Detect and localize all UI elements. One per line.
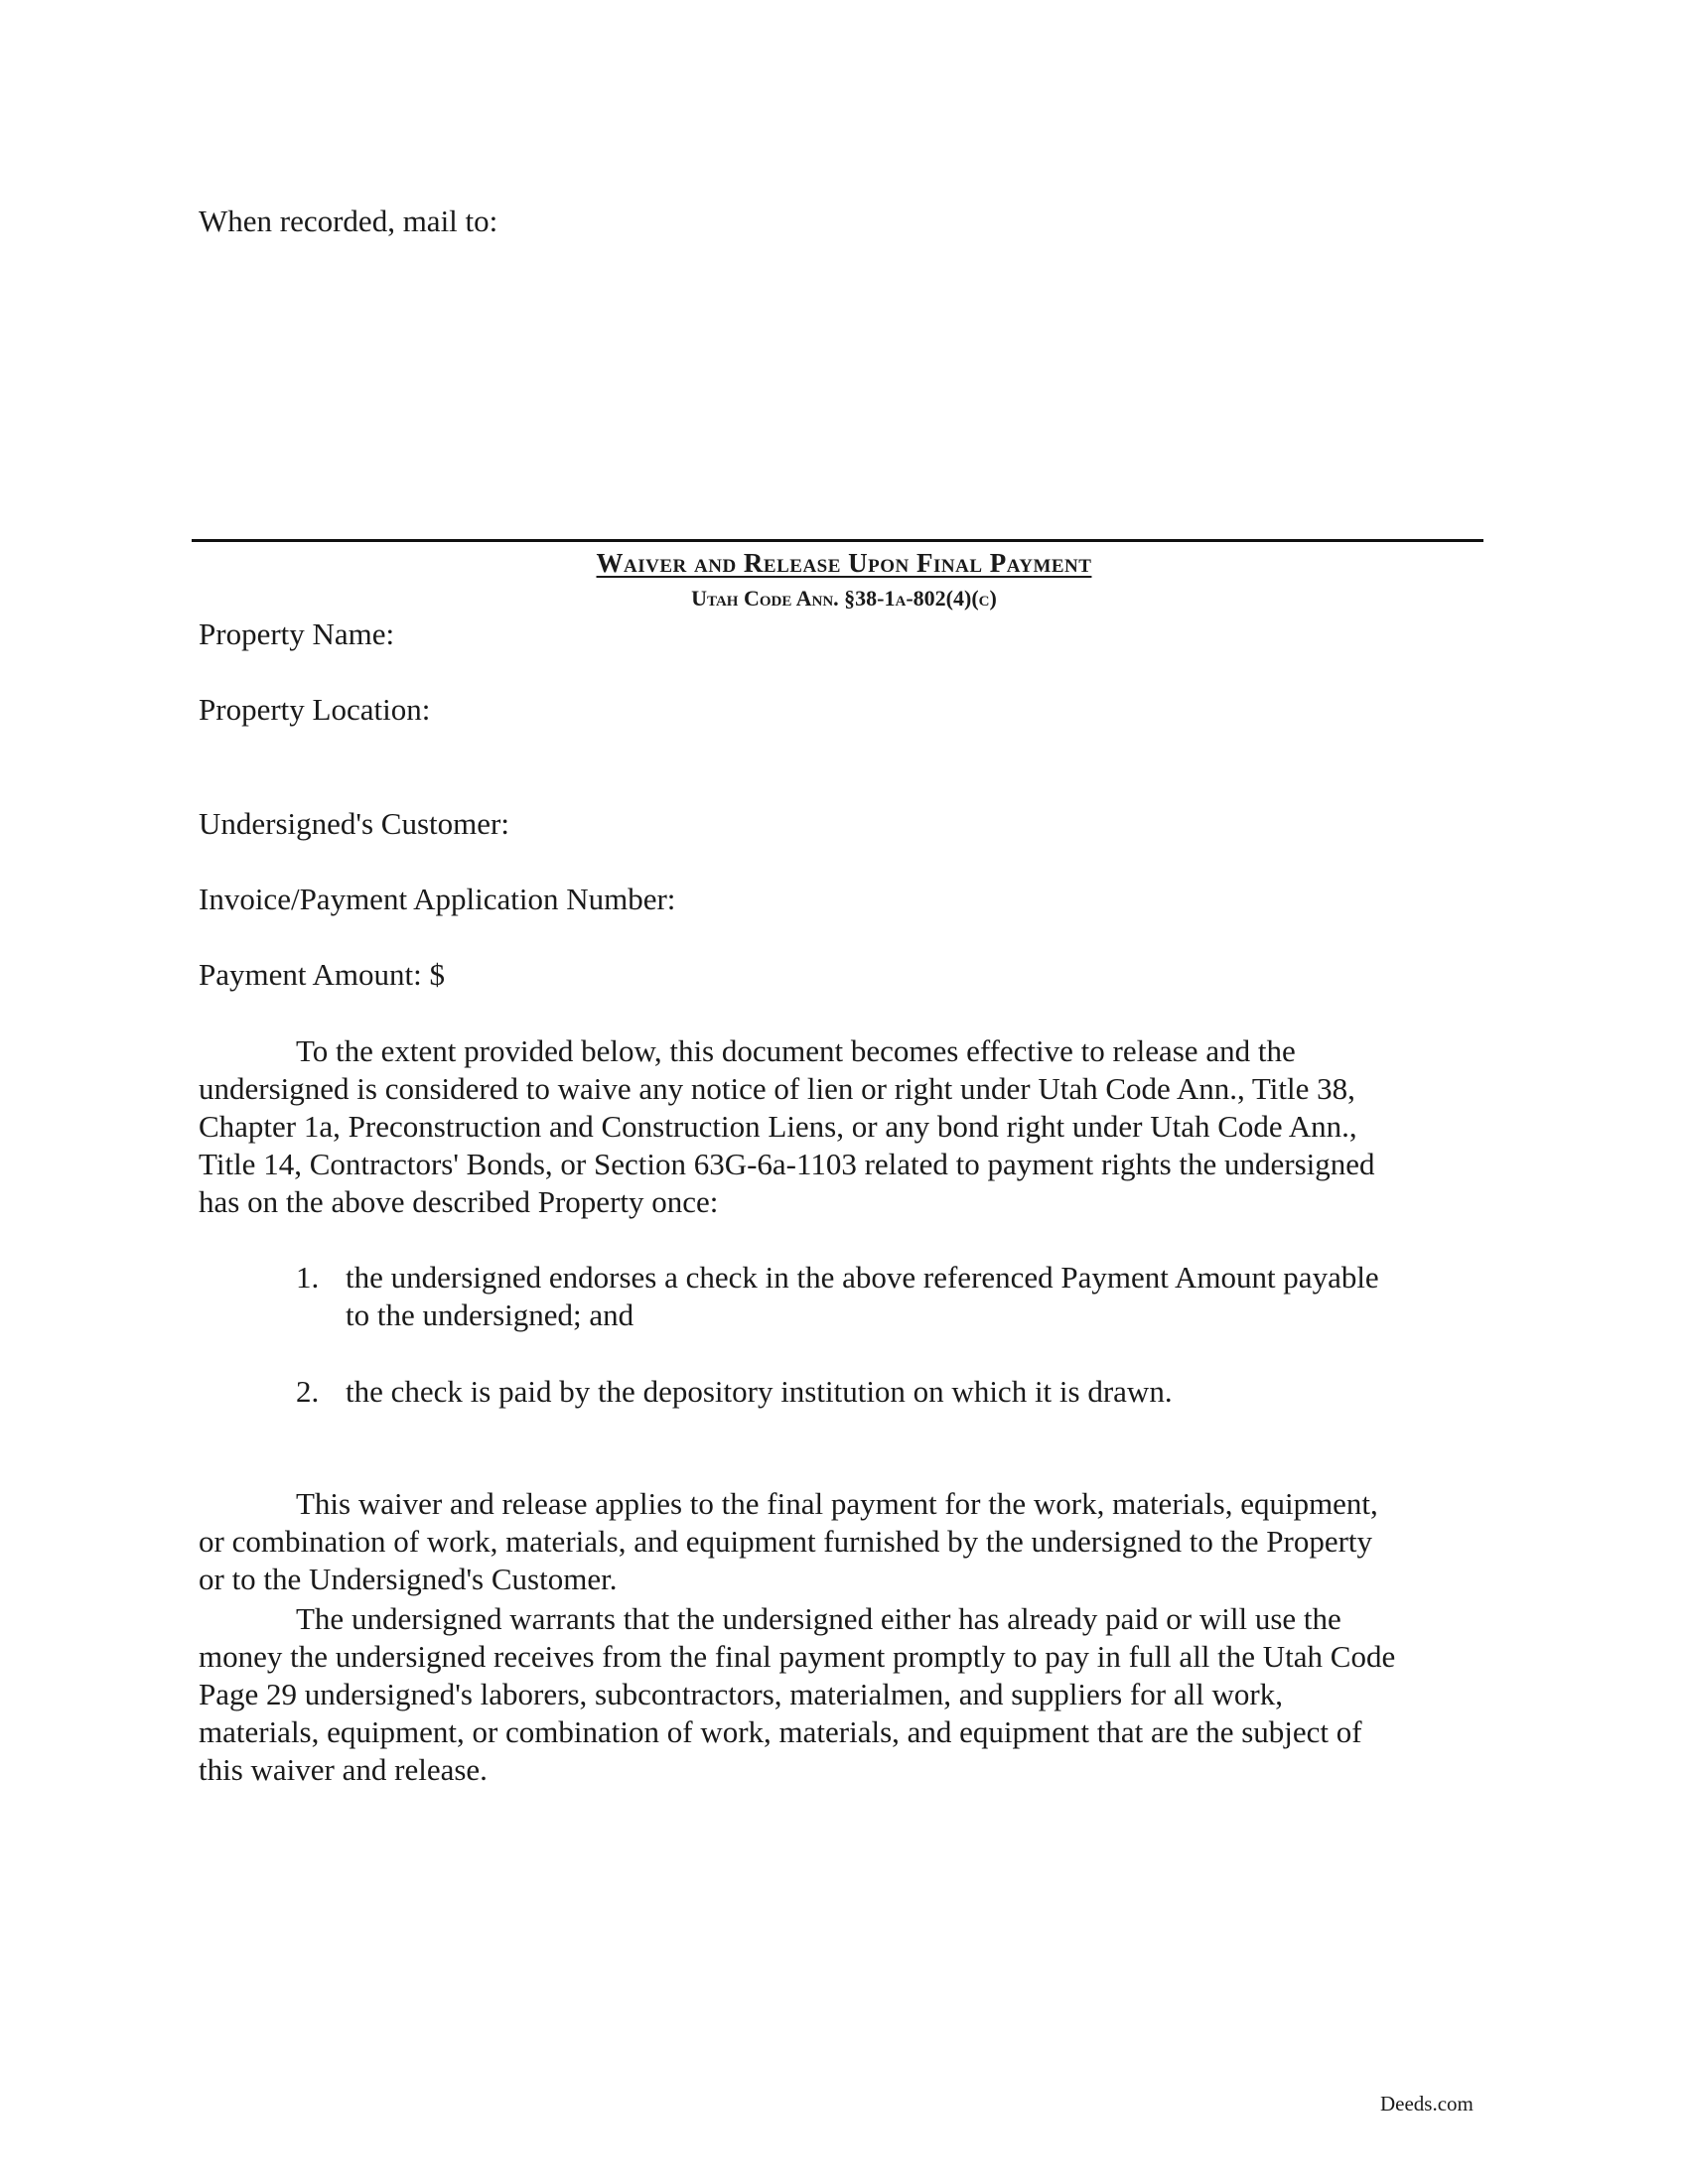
paragraph-line: Chapter 1a, Preconstruction and Construction Liens, or any bond right under Utah Code Ann., [199,1109,1357,1144]
property-location-label: Property Location: [199,692,431,727]
paragraph-line: Title 14, Contractors' Bonds, or Section 63G-6a-1103 related to payment rights the undersigned [199,1147,1375,1181]
effective-release-paragraph [199,1032,1489,1221]
statute-citation: Utah Code Ann. §38-1a-802(4)(c) [691,586,997,611]
list-item-line: the check is paid by the depository institution on which it is drawn. [346,1374,1173,1409]
paragraph-line: The undersigned warrants that the undersigned either has already paid or will use the [296,1601,1341,1636]
list-item-number: 1. [296,1260,320,1295]
payment-amount-label: Payment Amount: $ [199,957,445,992]
paragraph-line: this waiver and release. [199,1752,488,1787]
paragraph-line: has on the above described Property once: [199,1184,719,1219]
paragraph-line: To the extent provided below, this document becomes effective to release and the [296,1033,1296,1068]
list-item-line: the undersigned endorses a check in the above referenced Payment Amount payable [346,1260,1379,1295]
list-item-line: to the undersigned; and [346,1297,634,1332]
document-title-text: Waiver and Release Upon Final Payment [596,548,1092,578]
warranty-paragraph [199,1600,1489,1789]
list-item-number: 2. [296,1374,320,1409]
paragraph-line: money the undersigned receives from the final payment promptly to pay in full all the Utah Code [199,1639,1396,1674]
paragraph-line: materials, equipment, or combination of work, materials, and equipment that are the subject of [199,1714,1362,1749]
paragraph-line: or to the Undersigned's Customer. [199,1562,618,1596]
customer-label: Undersigned's Customer: [199,806,509,841]
paragraph-line: Page 29 undersigned's laborers, subcontractors, materialmen, and suppliers for all work, [199,1677,1284,1711]
invoice-number-label: Invoice/Payment Application Number: [199,882,676,916]
paragraph-line: or combination of work, materials, and equipment furnished by the undersigned to the Property [199,1524,1373,1559]
mail-to-label: When recorded, mail to: [199,204,498,238]
document-title [0,548,1688,579]
final-payment-scope-paragraph [199,1485,1489,1598]
property-name-label: Property Name: [199,616,395,651]
title-divider [192,539,1483,542]
paragraph-line: This waiver and release applies to the final payment for the work, materials, equipment, [296,1486,1378,1521]
footer-brand: Deeds.com [1380,2092,1474,2116]
paragraph-line: undersigned is considered to waive any notice of lien or right under Utah Code Ann., Title 38, [199,1071,1355,1106]
